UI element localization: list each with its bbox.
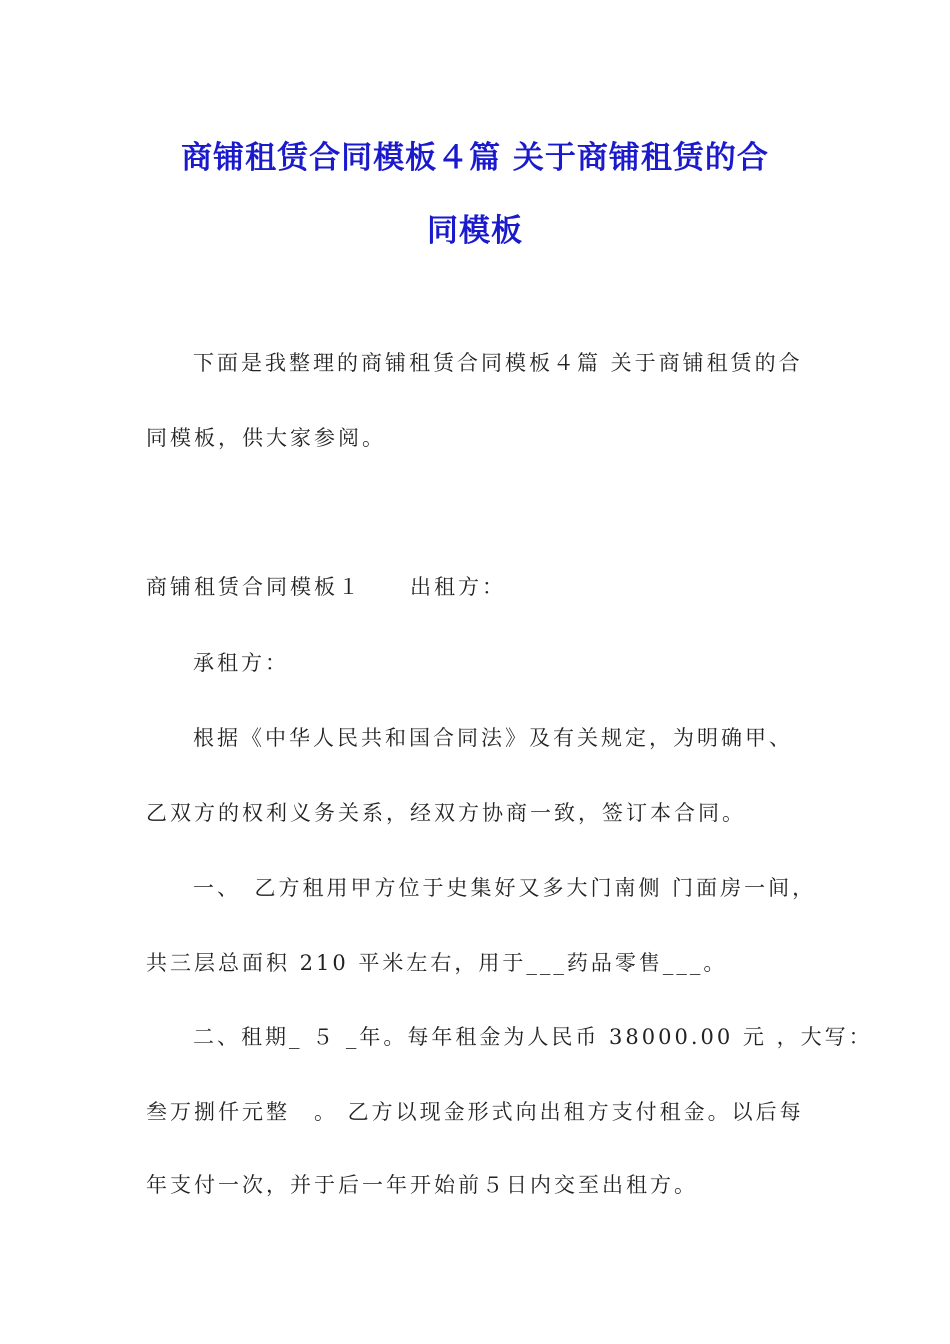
clause-2-line-2: 叁万捌仟元整 。 乙方以现金形式向出租方支付租金。以后每 <box>146 1100 804 1124</box>
intro-paragraph-line-1: 下面是我整理的商铺租赁合同模板４篇 关于商铺租赁的合 <box>193 351 803 375</box>
intro-paragraph-line-2: 同模板，供大家参阅。 <box>146 426 386 450</box>
clause-2-line-3: 年支付一次，并于后一年开始前５日内交至出租方。 <box>146 1173 698 1197</box>
clause-1-line-2: 共三层总面积 210 平米左右，用于___药品零售___。 <box>146 951 728 975</box>
document-title-line-2: 同模板 <box>427 213 523 249</box>
section-heading-lessor: 商铺租赁合同模板１ 出租方： <box>146 575 506 599</box>
document-title-line-1: 商铺租赁合同模板４篇 关于商铺租赁的合 <box>181 140 769 176</box>
basis-paragraph-line-2: 乙双方的权利义务关系，经双方协商一致，签订本合同。 <box>146 801 746 825</box>
lessee-label: 承租方： <box>193 651 289 675</box>
clause-2-line-1: 二、租期_ ５ _年。每年租金为人民币 38000.00 元 ，大写： <box>193 1025 873 1049</box>
basis-paragraph-line-1: 根据《中华人民共和国合同法》及有关规定，为明确甲、 <box>193 726 793 750</box>
clause-1-line-1: 一、 乙方租用甲方位于史集好又多大门南侧 门面房一间， <box>193 876 817 900</box>
